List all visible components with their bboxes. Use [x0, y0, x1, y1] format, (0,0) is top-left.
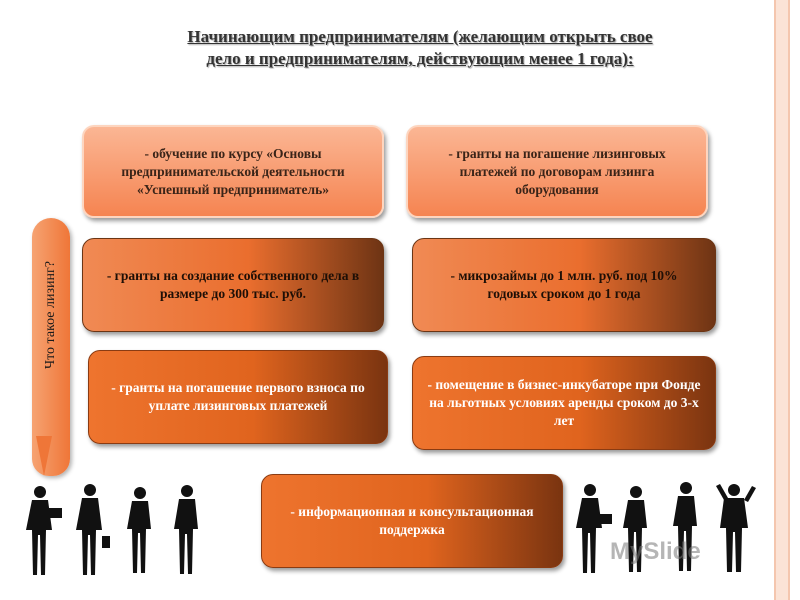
title-line-2: дело и предпринимателям, действующим менее 1 года): — [206, 49, 634, 68]
title-line-1: Начинающим предпринимателям (желающим открыть свое — [187, 27, 653, 46]
microloans-box[interactable]: - микрозаймы до 1 млн. руб. под 10% годовых сроком до 1 года — [412, 238, 716, 332]
page-title — [120, 26, 720, 70]
watermark: MySlide — [610, 538, 701, 565]
business-grants-box[interactable]: - гранты на создание собственного дела в размере до 300 тыс. руб. — [82, 238, 384, 332]
right-border-strip — [770, 0, 800, 600]
leasing-grants-box[interactable]: - гранты на погашение лизинговых платежей по договорам лизинга оборудования — [406, 125, 708, 218]
callout-tail — [36, 436, 52, 476]
training-box[interactable]: - обучение по курсу «Основы предпринимательской деятельности «Успешный предприниматель» — [82, 125, 384, 218]
incubator-box[interactable]: - помещение в бизнес-инкубаторе при Фонде на льготных условиях аренды сроком до 3-х лет — [412, 356, 716, 450]
leasing-callout-label[interactable]: Что такое лизинг? — [43, 261, 58, 369]
first-payment-grants-box[interactable]: - гранты на погашение первого взноса по уплате лизинговых платежей — [88, 350, 388, 444]
business-people-left-image — [22, 480, 222, 580]
consulting-box[interactable]: - информационная и консультационная поддержка — [261, 474, 563, 568]
